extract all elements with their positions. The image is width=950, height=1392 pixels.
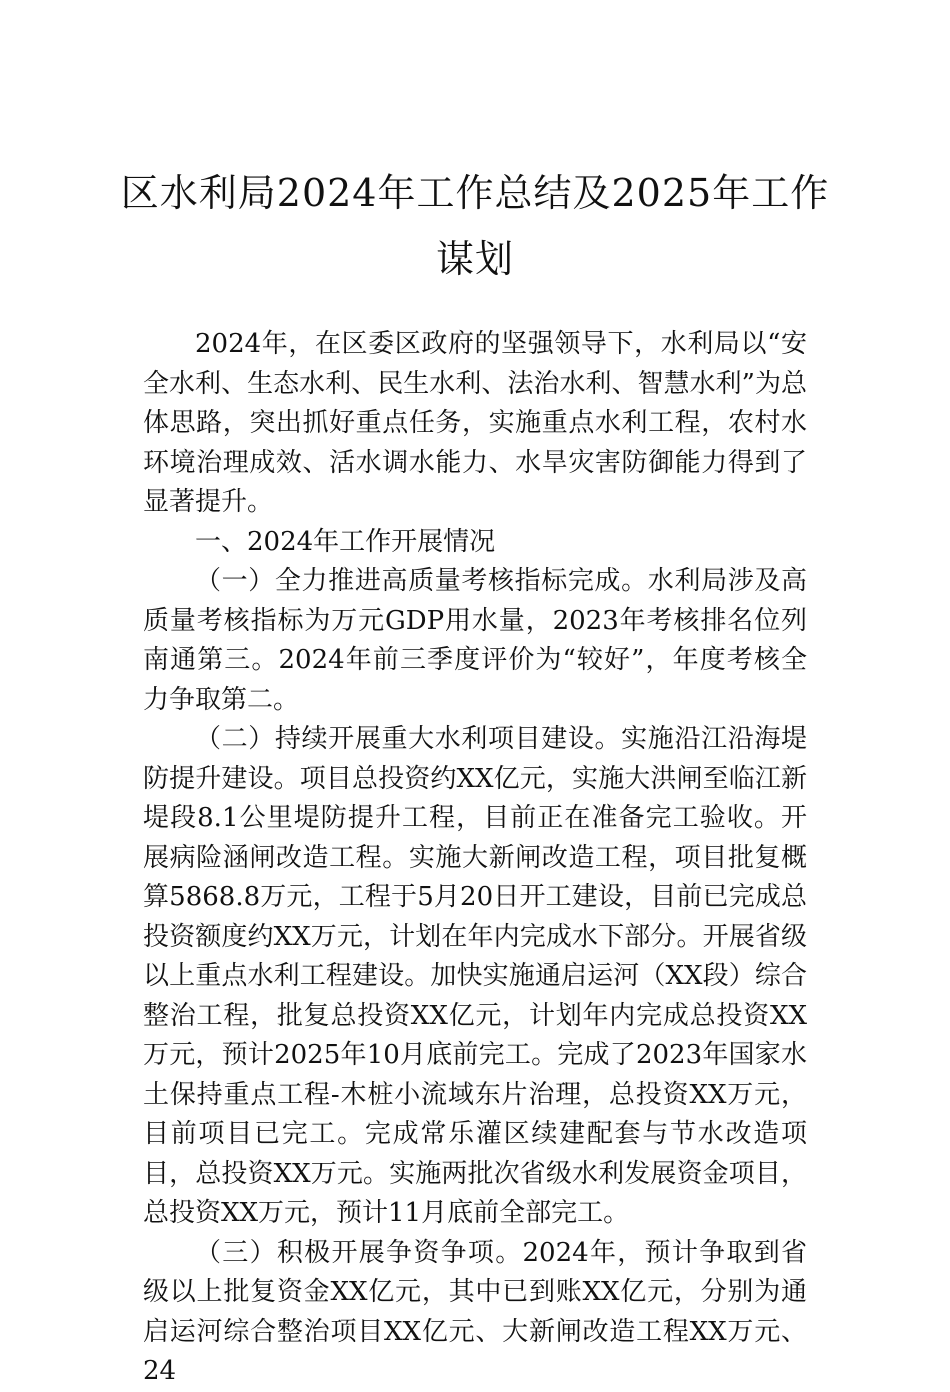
paragraph-item-2: （二）持续开展重大水利项目建设。实施沿江沿海堤防提升建设。项目总投资约XX亿元，实施大洪闸至临江新堤段8.1公里堤防提升工程，目前正在准备完工验收。开展病险涵闸改造工程。实施大新闸改造工程，项目批复概算5868.8万元，工程于5月20日开工建设，目前已完成总投资额度约XX万元，计划在年内完成水下部分。开展省级以上重点水利工程建设。加快实施通启运河（XX段）综合整治工程，批复总投资XX亿元，计划年内完成总投资XX万元，预计2025年10月底前完工。完成了2023年国家水土保持重点工程-木桩小流域东片治理，总投资XX万元，目前项目已完工。完成常乐灌区续建配套与节水改造项目，总投资XX万元。实施两批次省级水利发展资金项目，总投资XX万元，预计11月底前全部完工。 (143, 724, 807, 1228)
document-title: 区水利局2024年工作总结及2025年工作谋划 (120, 171, 830, 281)
paragraph-item-3: （三）积极开展争资争项。2024年，预计争取到省级以上批复资金XX亿元，其中已到账XX亿元，分别为通启运河综合整治项目XX亿元、大新闸改造工程XX万元、24 (143, 1237, 807, 1386)
paragraph-item-1: （一）全力推进高质量考核指标完成。水利局涉及高质量考核指标为万元GDP用水量，2023年考核排名位列南通第三。2024年前三季度评价为“较好”，年度考核全力争取第二。 (143, 566, 807, 715)
section-heading: 一、2024年工作开展情况 (195, 526, 496, 557)
intro-paragraph: 2024年，在区委区政府的坚强领导下，水利局以“安全水利、生态水利、民生水利、法治水利、智慧水利”为总体思路，突出抓好重点任务，实施重点水利工程，农村水环境治理成效、活水调水能力、水旱灾害防御能力得到了显著提升。 (143, 329, 807, 517)
document-body (143, 325, 807, 1392)
